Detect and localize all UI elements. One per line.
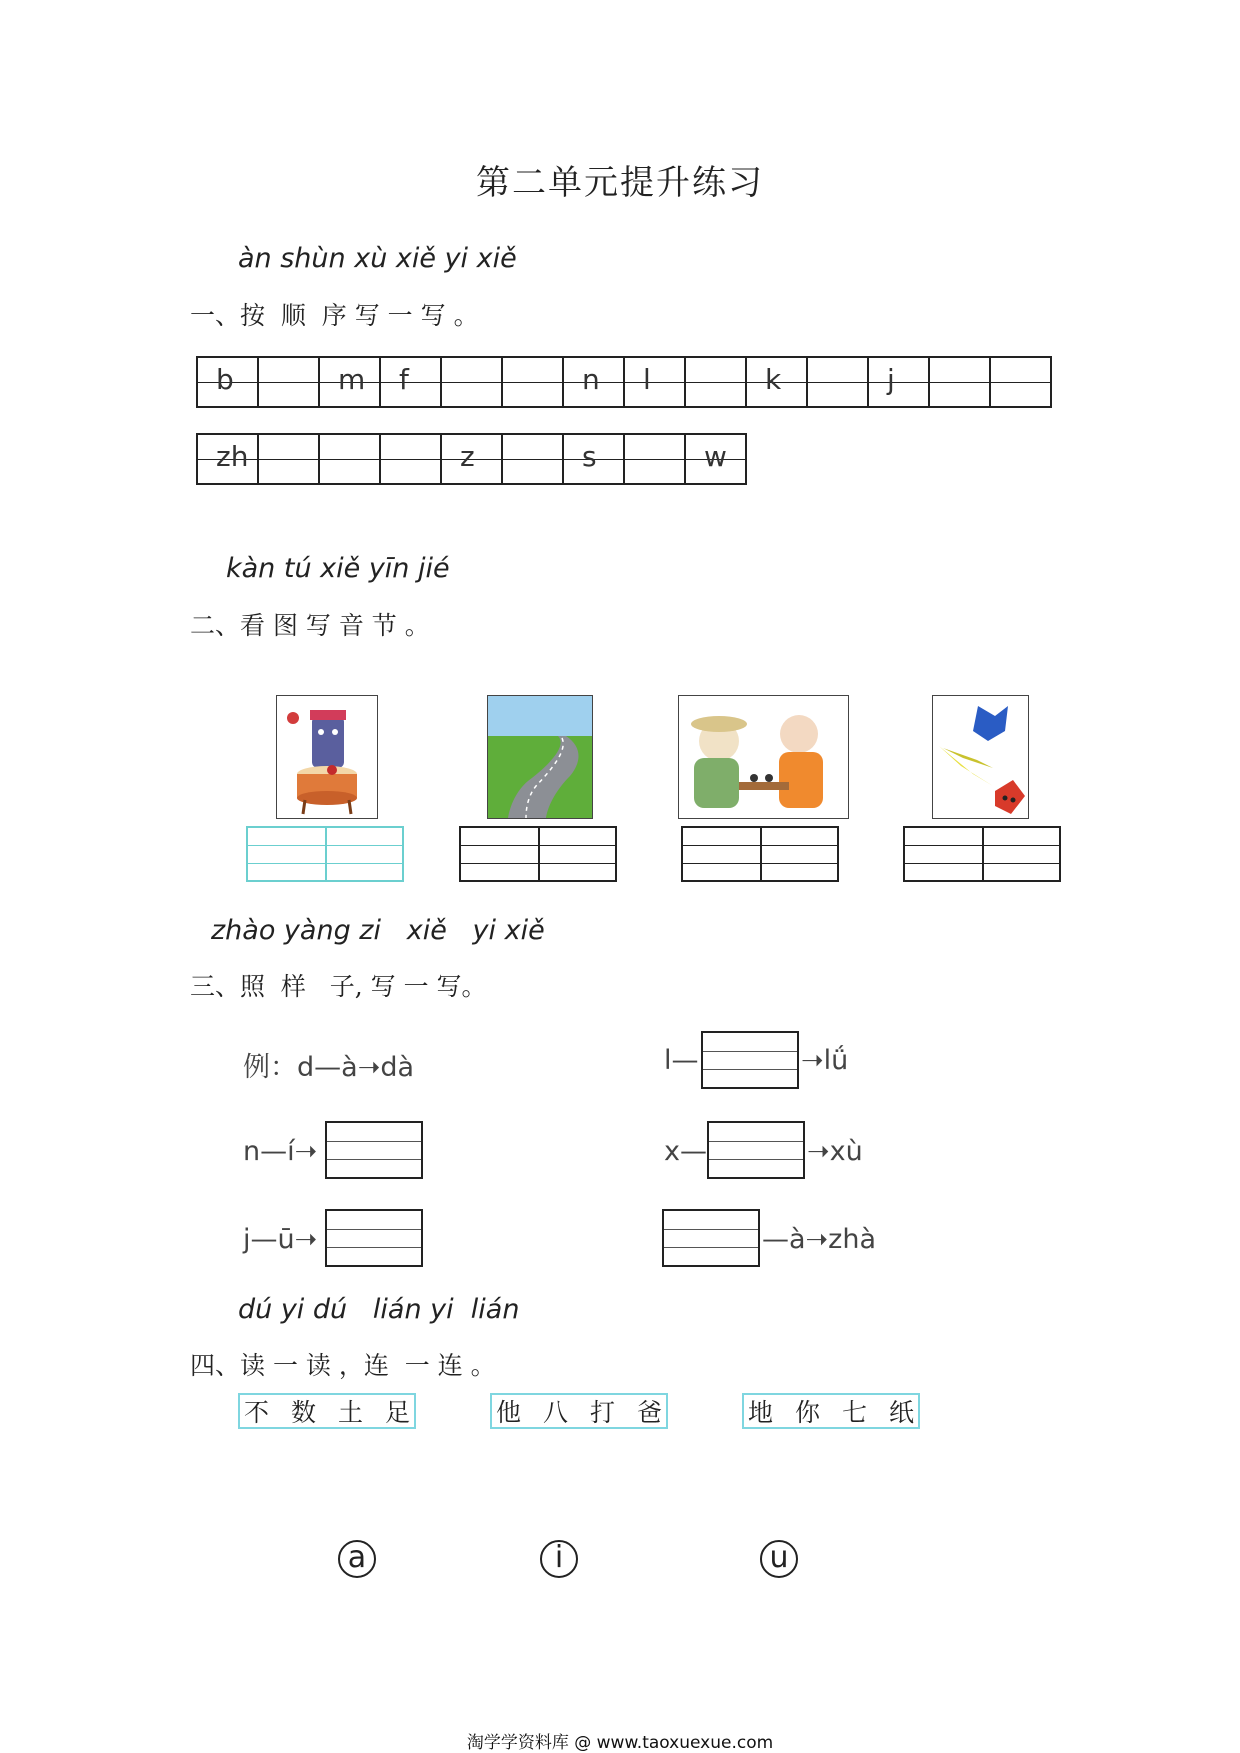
item-result: zhà [828, 1224, 877, 1255]
grid-cell[interactable] [319, 434, 380, 484]
answer-box-n[interactable] [325, 1121, 423, 1179]
grid-cell [441, 434, 502, 484]
item-initial: n [243, 1136, 261, 1167]
answer-box-paper-folding[interactable] [903, 826, 1061, 882]
grid-cell [197, 434, 258, 484]
char[interactable]: 土 [337, 1398, 363, 1427]
drum-icon [277, 696, 377, 818]
grid-cell[interactable] [624, 434, 685, 484]
item-x-initial [664, 1136, 707, 1167]
grid-cell[interactable] [502, 357, 563, 407]
grid-cell [563, 357, 624, 407]
char[interactable]: 数 [290, 1398, 316, 1427]
item-result: xù [829, 1136, 863, 1167]
char[interactable]: 八 [542, 1398, 568, 1427]
drum-picture [276, 695, 378, 819]
char[interactable]: 爸 [636, 1398, 662, 1427]
grid-cell[interactable] [929, 357, 990, 407]
answer-box-l[interactable] [701, 1031, 799, 1089]
page-title: 第二单元提升练习 [476, 163, 764, 203]
char[interactable]: 你 [794, 1398, 820, 1427]
arrow-icon: ➝ [805, 1224, 829, 1255]
arrow-icon: ➝ [807, 1136, 830, 1167]
arrow-icon: ➝ [801, 1045, 824, 1076]
chess-players-icon [679, 696, 848, 818]
q1-text: 一、按 顺 序 写 一 写 。 [190, 301, 479, 330]
q3-pinyin: zhào yàng zi xiě yi xiě [211, 915, 545, 946]
example-initial: d [297, 1052, 315, 1083]
grid-letter: s [582, 440, 597, 473]
grid-cell[interactable] [685, 357, 746, 407]
grid-cell [563, 434, 624, 484]
q1-pinyin: àn shùn xù xiě yi xiě [238, 243, 517, 274]
example-result: dà [380, 1052, 414, 1083]
grid-cell[interactable] [258, 357, 319, 407]
answer-box-x[interactable] [707, 1121, 805, 1179]
item-final: à [789, 1224, 806, 1255]
read-group-1 [238, 1393, 416, 1429]
item-final: ū [277, 1224, 295, 1255]
footer: 淘学学资料库 @ www.taoxuexue.com [466, 1733, 774, 1753]
answer-box-j[interactable] [325, 1209, 423, 1267]
item-initial: x [664, 1136, 680, 1167]
grid-cell[interactable] [502, 434, 563, 484]
grid-letter: m [338, 363, 366, 396]
q4-pinyin: dú yi dú lián yi lián [238, 1294, 520, 1325]
circle-a[interactable]: a [338, 1540, 376, 1578]
arrow-icon: ➝ [357, 1052, 381, 1083]
answer-box-zh[interactable] [662, 1209, 760, 1267]
char[interactable]: 打 [589, 1398, 615, 1427]
q1-grid-row2 [196, 433, 747, 485]
grid-letter: k [765, 363, 782, 396]
q4-text: 四、读 一 读 ，连 一 连 。 [190, 1351, 496, 1380]
grid-cell [868, 357, 929, 407]
grid-cell[interactable] [258, 434, 319, 484]
road-picture [487, 695, 593, 819]
grid-letter: l [643, 363, 651, 396]
item-l-result [801, 1045, 848, 1076]
grid-cell [380, 357, 441, 407]
char[interactable]: 他 [496, 1398, 522, 1427]
item-x-result [807, 1136, 863, 1167]
char[interactable]: 纸 [888, 1398, 914, 1427]
dash-icon: — [679, 1136, 707, 1167]
grid-cell[interactable] [380, 434, 441, 484]
grid-letter: n [582, 363, 600, 396]
char[interactable]: 不 [244, 1398, 270, 1427]
circle-i[interactable]: i [540, 1540, 578, 1578]
char[interactable]: 七 [841, 1398, 867, 1427]
read-group-2 [490, 1393, 668, 1429]
char[interactable]: 足 [384, 1398, 410, 1427]
q2-pinyin: kàn tú xiě yīn jié [226, 553, 450, 584]
dash-icon: — [250, 1224, 278, 1255]
dash-icon: — [314, 1052, 342, 1083]
item-initial: l [664, 1045, 672, 1076]
grid-letter: z [460, 440, 475, 473]
arrow-icon: ➝ [294, 1136, 318, 1167]
example-label: 例： [243, 1052, 297, 1083]
circle-u[interactable]: u [760, 1540, 798, 1578]
grid-cell[interactable] [441, 357, 502, 407]
answer-box-chess[interactable] [681, 826, 839, 882]
answer-box-drum[interactable] [246, 826, 404, 882]
item-j [243, 1224, 317, 1255]
grid-letter: j [887, 363, 895, 396]
grid-cell [746, 357, 807, 407]
item-initial: j [243, 1224, 251, 1255]
paper-folding-icon [933, 696, 1028, 818]
grid-letter: w [704, 440, 727, 473]
item-result: lǘ [823, 1045, 849, 1076]
grid-letter: zh [216, 440, 249, 473]
item-l-initial [664, 1045, 699, 1076]
dash-icon: — [671, 1045, 699, 1076]
read-group-3 [742, 1393, 920, 1429]
grid-cell [319, 357, 380, 407]
example-final: à [341, 1052, 358, 1083]
paper-folding-picture [932, 695, 1029, 819]
chess-players-picture [678, 695, 849, 819]
road-icon [488, 696, 592, 818]
grid-cell[interactable] [807, 357, 868, 407]
item-final: í [287, 1136, 295, 1167]
grid-cell[interactable] [990, 357, 1051, 407]
arrow-icon: ➝ [294, 1224, 318, 1255]
q3-text: 三、照 样 子, 写 一 写。 [190, 972, 487, 1001]
grid-cell [197, 357, 258, 407]
grid-letter: b [216, 363, 234, 396]
q1-grid-row1 [196, 356, 1052, 408]
grid-letter: f [399, 363, 409, 396]
char[interactable]: 地 [748, 1398, 774, 1427]
item-n [243, 1136, 317, 1167]
grid-cell [624, 357, 685, 407]
dash-icon: — [762, 1224, 789, 1255]
example-row [243, 1045, 414, 1084]
grid-cell [685, 434, 746, 484]
dash-icon: — [260, 1136, 288, 1167]
item-zh-final [762, 1224, 876, 1255]
q2-text: 二、看 图 写 音 节 。 [190, 611, 430, 640]
answer-box-road[interactable] [459, 826, 617, 882]
